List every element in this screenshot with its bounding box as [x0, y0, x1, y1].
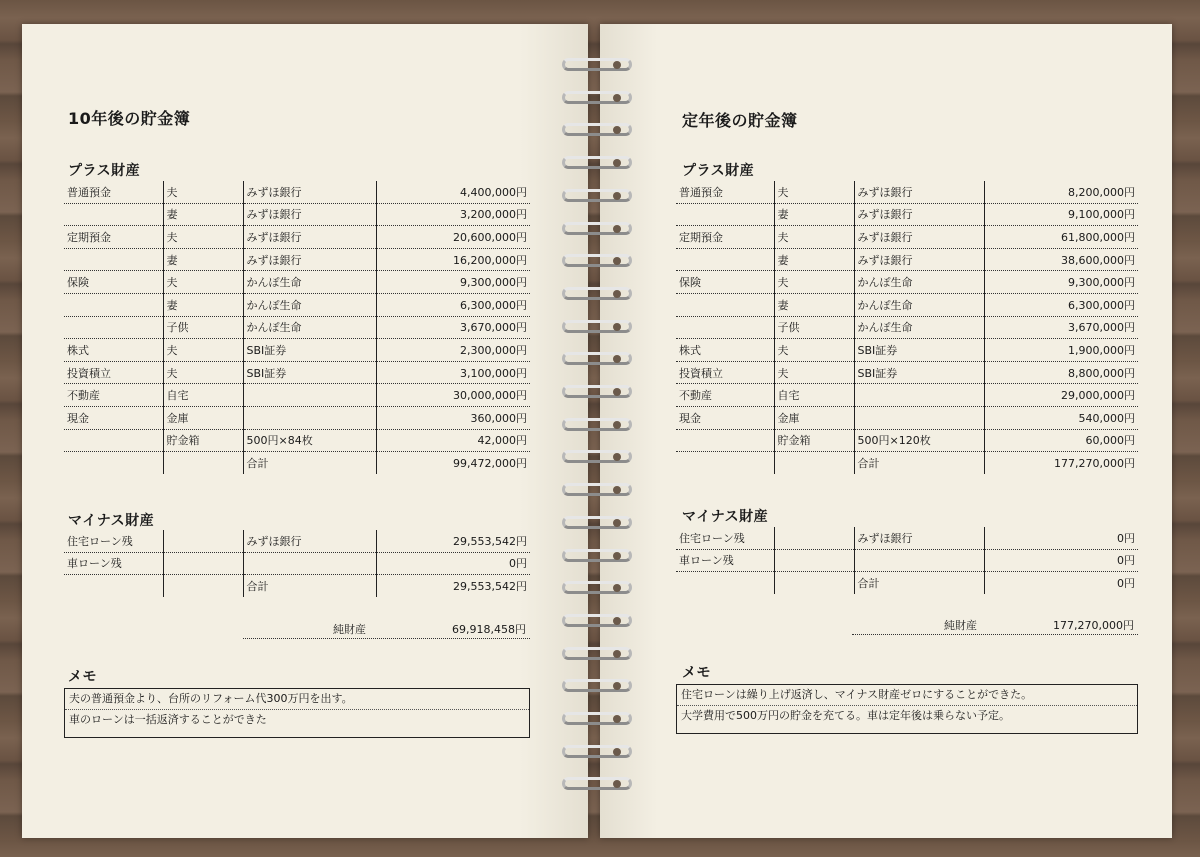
spiral-ring	[562, 581, 632, 594]
institution-cell	[854, 406, 984, 429]
owner-cell: 金庫	[163, 406, 243, 429]
owner-cell: 夫	[774, 181, 854, 203]
binding-hole	[613, 94, 621, 102]
amount-cell: 1,900,000円	[984, 339, 1138, 362]
category-cell: 現金	[676, 406, 774, 429]
table-row	[676, 226, 1138, 249]
spiral-ring	[562, 549, 632, 562]
owner-cell: 貯金箱	[774, 429, 854, 452]
binding-hole	[613, 192, 621, 200]
spiral-ring	[562, 123, 632, 136]
owner-cell	[774, 549, 854, 572]
owner-cell: 妻	[163, 203, 243, 226]
institution-cell	[854, 549, 984, 572]
spiral-ring	[562, 647, 632, 660]
owner-cell: 夫	[163, 271, 243, 294]
spiral-ring	[562, 287, 632, 300]
left-minus-table	[64, 530, 530, 597]
binding-hole	[613, 617, 621, 625]
binding-hole	[613, 650, 621, 658]
owner-cell: 妻	[774, 293, 854, 316]
owner-cell	[774, 572, 854, 594]
institution-cell: みずほ銀行	[243, 248, 376, 271]
owner-cell: 夫	[774, 271, 854, 294]
category-cell: 普通預金	[676, 181, 774, 203]
category-cell: 保険	[676, 271, 774, 294]
amount-cell: 8,800,000円	[984, 361, 1138, 384]
institution-cell: かんぽ生命	[854, 293, 984, 316]
category-cell	[64, 203, 163, 226]
owner-cell	[163, 530, 243, 552]
amount-cell: 2,300,000円	[376, 339, 530, 362]
amount-cell: 42,000円	[376, 429, 530, 452]
owner-cell: 金庫	[774, 406, 854, 429]
spiral-ring	[562, 352, 632, 365]
table-row	[676, 339, 1138, 362]
category-cell: 住宅ローン残	[676, 527, 774, 549]
owner-cell: 夫	[163, 226, 243, 249]
right-plus-table	[676, 181, 1138, 474]
spiral-ring	[562, 189, 632, 202]
amount-cell: 6,300,000円	[984, 293, 1138, 316]
category-cell	[676, 248, 774, 271]
spiral-ring	[562, 320, 632, 333]
amount-cell: 9,300,000円	[376, 271, 530, 294]
left-net-label: 純財産	[333, 623, 366, 636]
table-row	[676, 429, 1138, 452]
owner-cell: 子供	[774, 316, 854, 339]
binding-hole	[613, 323, 621, 331]
institution-cell	[243, 406, 376, 429]
binding-hole	[613, 715, 621, 723]
amount-cell: 29,000,000円	[984, 384, 1138, 407]
table-row	[64, 429, 530, 452]
left-memo-line-2: 車のローンは一括返済することができた	[69, 713, 267, 726]
category-cell: 投資積立	[676, 361, 774, 384]
amount-cell: 29,553,542円	[453, 579, 527, 593]
table-row	[676, 203, 1138, 226]
spiral-ring	[562, 418, 632, 431]
right-minus-heading: マイナス財産	[682, 509, 769, 525]
institution-cell: みずほ銀行	[854, 181, 984, 203]
institution-cell: SBI証券	[854, 339, 984, 362]
binding-hole	[613, 519, 621, 527]
table-row	[64, 452, 530, 474]
category-cell	[676, 572, 774, 594]
amount-cell: 8,200,000円	[984, 181, 1138, 203]
institution-cell: かんぽ生命	[854, 316, 984, 339]
institution-cell: みずほ銀行	[243, 530, 376, 552]
left-net-value: 69,918,458円	[452, 623, 526, 636]
category-cell: 車ローン残	[64, 552, 163, 575]
spiral-ring	[562, 483, 632, 496]
amount-cell: 38,600,000円	[984, 248, 1138, 271]
institution-cell: みずほ銀行	[854, 248, 984, 271]
right-memo-line-1: 住宅ローンは繰り上げ返済し、マイナス財産ゼロにすることができた。	[677, 685, 1137, 706]
spiral-ring	[562, 712, 632, 725]
table-row	[676, 271, 1138, 294]
amount-cell: 540,000円	[984, 406, 1138, 429]
amount-cell: 3,100,000円	[376, 361, 530, 384]
owner-cell: 子供	[163, 316, 243, 339]
left-title: 10年後の貯金簿	[68, 109, 191, 128]
right-minus-table	[676, 527, 1138, 594]
binding-hole	[613, 552, 621, 560]
amount-cell: 20,600,000円	[376, 226, 530, 249]
table-row	[64, 575, 530, 597]
spiral-ring	[562, 156, 632, 169]
table-row	[64, 361, 530, 384]
table-row	[676, 248, 1138, 271]
table-row	[64, 271, 530, 294]
spiral-ring	[562, 91, 632, 104]
owner-cell	[163, 575, 243, 597]
amount-cell: 9,300,000円	[984, 271, 1138, 294]
owner-cell: 妻	[774, 203, 854, 226]
institution-cell: かんぽ生命	[243, 271, 376, 294]
table-row	[64, 316, 530, 339]
owner-cell: 妻	[774, 248, 854, 271]
table-row	[64, 384, 530, 407]
institution-cell: 500円×84枚	[243, 429, 376, 452]
amount-cell: 360,000円	[376, 406, 530, 429]
spiral-ring	[562, 385, 632, 398]
amount-cell: 0円	[984, 527, 1138, 549]
right-memo-line-2: 大学費用で500万円の貯金を充てる。車は定年後は乗らない予定。	[681, 709, 1010, 722]
binding-hole	[613, 290, 621, 298]
owner-cell: 妻	[163, 293, 243, 316]
spiral-ring	[562, 58, 632, 71]
table-row	[64, 552, 530, 575]
category-cell	[64, 452, 163, 474]
amount-cell: 3,670,000円	[984, 316, 1138, 339]
category-cell	[676, 293, 774, 316]
table-row	[676, 361, 1138, 384]
amount-cell: 4,400,000円	[376, 181, 530, 203]
right-plus-heading: プラス財産	[682, 163, 755, 179]
amount-cell: 16,200,000円	[376, 248, 530, 271]
category-cell: 株式	[676, 339, 774, 362]
owner-cell: 夫	[774, 361, 854, 384]
table-row	[64, 203, 530, 226]
binding-hole	[613, 388, 621, 396]
table-row	[676, 406, 1138, 429]
category-cell	[676, 452, 774, 474]
institution-cell: 500円×120枚	[854, 429, 984, 452]
owner-cell: 妻	[163, 248, 243, 271]
category-cell: 定期預金	[64, 226, 163, 249]
table-row	[64, 339, 530, 362]
institution-cell: 合計	[243, 575, 376, 597]
amount-cell: 29,553,542円	[376, 530, 530, 552]
left-plus-table	[64, 181, 530, 474]
table-row	[676, 452, 1138, 474]
amount-cell: 61,800,000円	[984, 226, 1138, 249]
institution-cell: 合計	[854, 452, 984, 474]
institution-cell	[243, 384, 376, 407]
table-row	[676, 293, 1138, 316]
institution-cell: みずほ銀行	[854, 203, 984, 226]
institution-cell: SBI証券	[854, 361, 984, 384]
institution-cell: かんぽ生命	[243, 316, 376, 339]
amount-cell: 0円	[984, 549, 1138, 572]
spiral-ring	[562, 222, 632, 235]
binding-hole	[613, 61, 621, 69]
spiral-ring	[562, 450, 632, 463]
spiral-ring	[562, 745, 632, 758]
institution-cell: みずほ銀行	[243, 203, 376, 226]
owner-cell	[774, 452, 854, 474]
table-row	[64, 248, 530, 271]
category-cell: 不動産	[676, 384, 774, 407]
right-memo-heading: メモ	[682, 665, 711, 681]
left-minus-heading: マイナス財産	[68, 513, 155, 529]
table-row	[676, 549, 1138, 572]
institution-cell	[243, 552, 376, 575]
amount-cell: 3,670,000円	[376, 316, 530, 339]
spiral-ring	[562, 679, 632, 692]
institution-cell: みずほ銀行	[854, 527, 984, 549]
owner-cell: 自宅	[774, 384, 854, 407]
amount-cell: 3,200,000円	[376, 203, 530, 226]
category-cell: 住宅ローン残	[64, 530, 163, 552]
owner-cell: 夫	[163, 339, 243, 362]
institution-cell: 合計	[854, 572, 984, 594]
category-cell: 現金	[64, 406, 163, 429]
owner-cell: 夫	[774, 226, 854, 249]
right-net-value: 177,270,000円	[1053, 619, 1134, 632]
spiral-ring	[562, 516, 632, 529]
category-cell	[676, 203, 774, 226]
owner-cell	[163, 452, 243, 474]
right-memo-box	[676, 684, 1138, 734]
amount-cell: 0円	[1117, 576, 1135, 590]
category-cell	[676, 316, 774, 339]
category-cell: 不動産	[64, 384, 163, 407]
category-cell	[64, 293, 163, 316]
amount-cell: 0円	[376, 552, 530, 575]
table-row	[676, 572, 1138, 594]
category-cell	[64, 575, 163, 597]
amount-cell: 60,000円	[984, 429, 1138, 452]
owner-cell: 貯金箱	[163, 429, 243, 452]
amount-cell: 99,472,000円	[453, 456, 527, 470]
left-memo-line-1: 夫の普通預金より、台所のリフォーム代300万円を出す。	[65, 689, 529, 710]
right-title: 定年後の貯金簿	[682, 111, 798, 130]
right-net-assets	[852, 614, 1138, 635]
owner-cell: 夫	[774, 339, 854, 362]
owner-cell	[774, 527, 854, 549]
left-memo-heading: メモ	[68, 669, 97, 685]
category-cell	[676, 429, 774, 452]
category-cell: 保険	[64, 271, 163, 294]
table-row	[64, 530, 530, 552]
category-cell: 車ローン残	[676, 549, 774, 572]
table-row	[676, 384, 1138, 407]
owner-cell: 自宅	[163, 384, 243, 407]
institution-cell: かんぽ生命	[854, 271, 984, 294]
owner-cell: 夫	[163, 181, 243, 203]
right-net-label: 純財産	[944, 619, 977, 632]
institution-cell: みずほ銀行	[854, 226, 984, 249]
category-cell	[64, 316, 163, 339]
category-cell: 株式	[64, 339, 163, 362]
category-cell: 投資積立	[64, 361, 163, 384]
table-row	[64, 181, 530, 203]
left-plus-heading: プラス財産	[68, 163, 141, 179]
institution-cell: 合計	[243, 452, 376, 474]
institution-cell	[854, 384, 984, 407]
category-cell: 普通預金	[64, 181, 163, 203]
table-row	[64, 226, 530, 249]
category-cell: 定期預金	[676, 226, 774, 249]
institution-cell: みずほ銀行	[243, 226, 376, 249]
left-net-assets	[243, 618, 530, 639]
left-memo-box	[64, 688, 530, 738]
table-row	[676, 181, 1138, 203]
amount-cell: 9,100,000円	[984, 203, 1138, 226]
spiral-ring	[562, 254, 632, 267]
owner-cell	[163, 552, 243, 575]
binding-hole	[613, 748, 621, 756]
institution-cell: かんぽ生命	[243, 293, 376, 316]
amount-cell: 177,270,000円	[1054, 456, 1135, 470]
category-cell	[64, 248, 163, 271]
spiral-ring	[562, 614, 632, 627]
table-row	[64, 293, 530, 316]
institution-cell: SBI証券	[243, 361, 376, 384]
institution-cell: みずほ銀行	[243, 181, 376, 203]
institution-cell: SBI証券	[243, 339, 376, 362]
amount-cell: 30,000,000円	[376, 384, 530, 407]
amount-cell: 6,300,000円	[376, 293, 530, 316]
table-row	[676, 527, 1138, 549]
category-cell	[64, 429, 163, 452]
binding-hole	[613, 225, 621, 233]
spiral-ring	[562, 777, 632, 790]
binding-hole	[613, 421, 621, 429]
table-row	[64, 406, 530, 429]
table-row	[676, 316, 1138, 339]
owner-cell: 夫	[163, 361, 243, 384]
